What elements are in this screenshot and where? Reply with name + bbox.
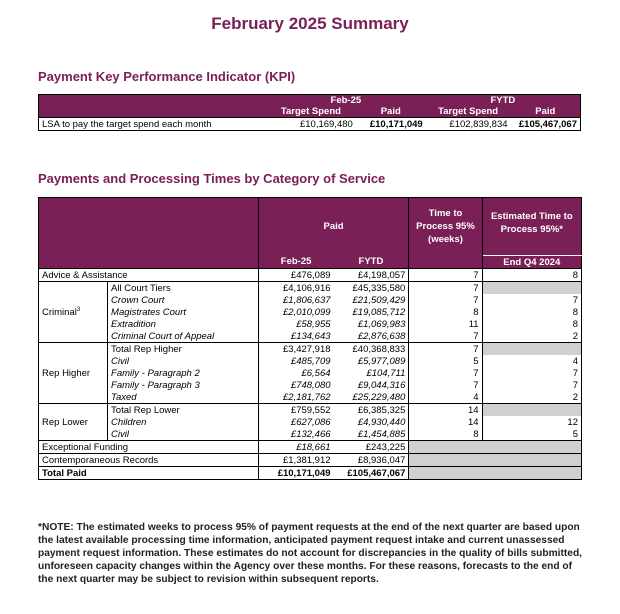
row-time: 8	[409, 428, 482, 441]
row-est-blank	[482, 404, 581, 417]
row-est: 4	[572, 355, 578, 367]
row-label: Civil	[108, 355, 259, 367]
total-row	[39, 467, 582, 480]
row-fytd: £6,385,325	[334, 404, 409, 417]
contemporaneous-label: Contemporaneous Records	[39, 454, 259, 467]
row-est: 8	[572, 306, 578, 318]
table-row	[39, 391, 582, 404]
row-label: Taxed	[108, 391, 259, 404]
row-label: Civil	[108, 428, 259, 441]
row-feb: £3,427,918	[258, 343, 333, 356]
kpi-header-row-1	[39, 95, 581, 107]
page-title: February 2025 Summary	[211, 14, 409, 33]
footnote: *NOTE: The estimated weeks to process 95% of payment requests at the end of the next quarter are based upon the latest available processing time information, anticipated payment request intake and current unassessed payment request information. These estimates do not account for discrepancies in the quality of bills submitted, unforeseen capacity changes within the Agency over these months. For these reasons, forecasts to the end of the next quarter may be subject to revision within subsequent reports.	[38, 522, 582, 585]
row-feb: £627,086	[290, 416, 331, 428]
time-header: Time to Process 95% (weeks)	[409, 198, 482, 256]
row-feb: £485,709	[290, 355, 331, 367]
table-row	[39, 306, 582, 318]
row-label: Family - Paragraph 3	[108, 379, 259, 391]
table-row	[39, 416, 582, 428]
row-time: 4	[409, 391, 482, 404]
row-feb: £1,806,637	[282, 294, 331, 306]
row-label: Criminal Court of Appeal	[108, 330, 259, 343]
row-feb: £6,564	[301, 367, 331, 379]
row-feb: £2,181,762	[282, 391, 331, 403]
row-fytd: £104,711	[334, 367, 409, 379]
col-end-q4: End Q4 2024	[482, 256, 581, 269]
row-label: Family - Paragraph 2	[108, 367, 259, 379]
rep-lower-group-label: Rep Lower	[39, 404, 108, 441]
exceptional-label: Exceptional Funding	[39, 441, 259, 454]
kpi-group-feb: Feb-25	[266, 95, 426, 107]
advice-feb: £476,089	[258, 269, 333, 282]
row-label: Total Rep Higher	[108, 343, 259, 356]
row-est-blank	[482, 282, 581, 295]
contemporaneous-fytd: £8,936,047	[334, 454, 409, 467]
exceptional-feb: £18,661	[258, 441, 333, 454]
total-label: Total Paid	[39, 467, 259, 480]
row-fytd: £1,069,983	[334, 318, 409, 330]
contemporaneous-blank	[409, 454, 582, 467]
row-fytd: £9,044,316	[334, 379, 409, 391]
col-fytd: FYTD	[334, 256, 409, 269]
est-header: Estimated Time to Process 95%*	[482, 198, 581, 256]
total-blank	[409, 467, 582, 480]
row-est: 8	[572, 318, 578, 330]
table-row	[39, 294, 582, 306]
table-row	[39, 355, 582, 367]
payments-table	[38, 197, 582, 480]
table-row	[39, 428, 582, 441]
total-feb: £10,171,049	[258, 467, 333, 480]
kpi-group-fytd: FYTD	[426, 95, 581, 107]
main-header-row	[39, 198, 582, 256]
advice-label: Advice & Assistance	[39, 269, 259, 282]
table-row	[39, 367, 582, 379]
row-label: Children	[108, 416, 259, 428]
row-time: 11	[409, 318, 482, 330]
col-feb: Feb-25	[258, 256, 333, 269]
contemporaneous-feb: £1,381,912	[258, 454, 333, 467]
row-est: 7	[572, 379, 578, 391]
exceptional-blank	[409, 441, 582, 454]
row-est: 2	[572, 391, 578, 403]
advice-fytd: £4,198,057	[334, 269, 409, 282]
row-est-blank	[482, 343, 581, 356]
table-row	[39, 379, 582, 391]
total-fytd: £105,467,067	[334, 467, 409, 480]
row-fytd: £4,930,440	[334, 416, 409, 428]
kpi-col-target-fytd: Target Spend	[426, 106, 511, 118]
row-time: 7	[409, 282, 482, 295]
kpi-feb-target: £10,169,480	[266, 118, 356, 131]
row-label: Crown Court	[108, 294, 259, 306]
row-fytd: £5,977,089	[334, 355, 409, 367]
row-time: 7	[409, 294, 482, 306]
kpi-col-paid: Paid	[356, 106, 426, 118]
row-label: Extradition	[108, 318, 259, 330]
row-time: 7	[409, 367, 482, 379]
table-row	[39, 330, 582, 343]
main-section-title: Payments and Processing Times by Category of Service	[38, 171, 386, 186]
row-est: 7	[572, 367, 578, 379]
table-row	[39, 343, 582, 356]
row-time: 7	[409, 379, 482, 391]
row-feb: £759,552	[258, 404, 333, 417]
kpi-fytd-paid: £105,467,067	[511, 118, 581, 131]
table-row	[39, 441, 582, 454]
row-feb: £132,466	[290, 428, 331, 440]
row-feb: £2,010,099	[282, 306, 331, 318]
row-feb: £4,106,916	[258, 282, 333, 295]
row-feb: £748,080	[290, 379, 331, 391]
kpi-col-paid-fytd: Paid	[511, 106, 581, 118]
kpi-section-title: Payment Key Performance Indicator (KPI)	[38, 69, 296, 84]
row-label: Magistrates Court	[108, 306, 259, 318]
row-time: 7	[409, 330, 482, 343]
rep-higher-group-label: Rep Higher	[39, 343, 108, 404]
table-row	[39, 282, 582, 295]
row-fytd: £1,454,885	[334, 428, 409, 441]
row-est: 12	[567, 416, 578, 428]
kpi-feb-paid: £10,171,049	[356, 118, 426, 131]
advice-time: 7	[409, 269, 482, 282]
paid-header: Paid	[258, 198, 409, 256]
criminal-group-label: Criminal$^3$	[39, 282, 108, 343]
row-est: 7	[572, 294, 578, 306]
kpi-col-target: Target Spend	[266, 106, 356, 118]
advice-est: 8	[482, 269, 581, 282]
kpi-row-label: LSA to pay the target spend each month	[39, 118, 267, 131]
row-fytd: £25,229,480	[334, 391, 409, 404]
row-feb: £134,643	[290, 330, 331, 342]
row-time: 8	[409, 306, 482, 318]
row-fytd: £40,368,833	[334, 343, 409, 356]
main-subheader-row	[39, 256, 582, 269]
row-feb: £58,955	[296, 318, 331, 330]
row-time: 5	[409, 355, 482, 367]
row-fytd: £45,335,580	[334, 282, 409, 295]
row-time: 14	[409, 404, 482, 417]
row-time: 7	[409, 343, 482, 356]
kpi-row	[39, 118, 581, 131]
exceptional-fytd: £243,225	[334, 441, 409, 454]
row-fytd: £19,085,712	[334, 306, 409, 318]
table-row	[39, 454, 582, 467]
kpi-table	[38, 94, 581, 131]
row-label: Total Rep Lower	[108, 404, 259, 417]
kpi-fytd-target: £102,839,834	[426, 118, 511, 131]
row-est: 2	[572, 330, 578, 342]
row-fytd: £21,509,429	[334, 294, 409, 306]
row-fytd: £2,876,638	[334, 330, 409, 343]
table-row	[39, 404, 582, 417]
row-est: 5	[572, 428, 578, 440]
table-row	[39, 269, 582, 282]
row-label: All Court Tiers	[108, 282, 259, 295]
table-row	[39, 318, 582, 330]
row-time: 14	[409, 416, 482, 428]
kpi-header-row-2	[39, 106, 581, 118]
